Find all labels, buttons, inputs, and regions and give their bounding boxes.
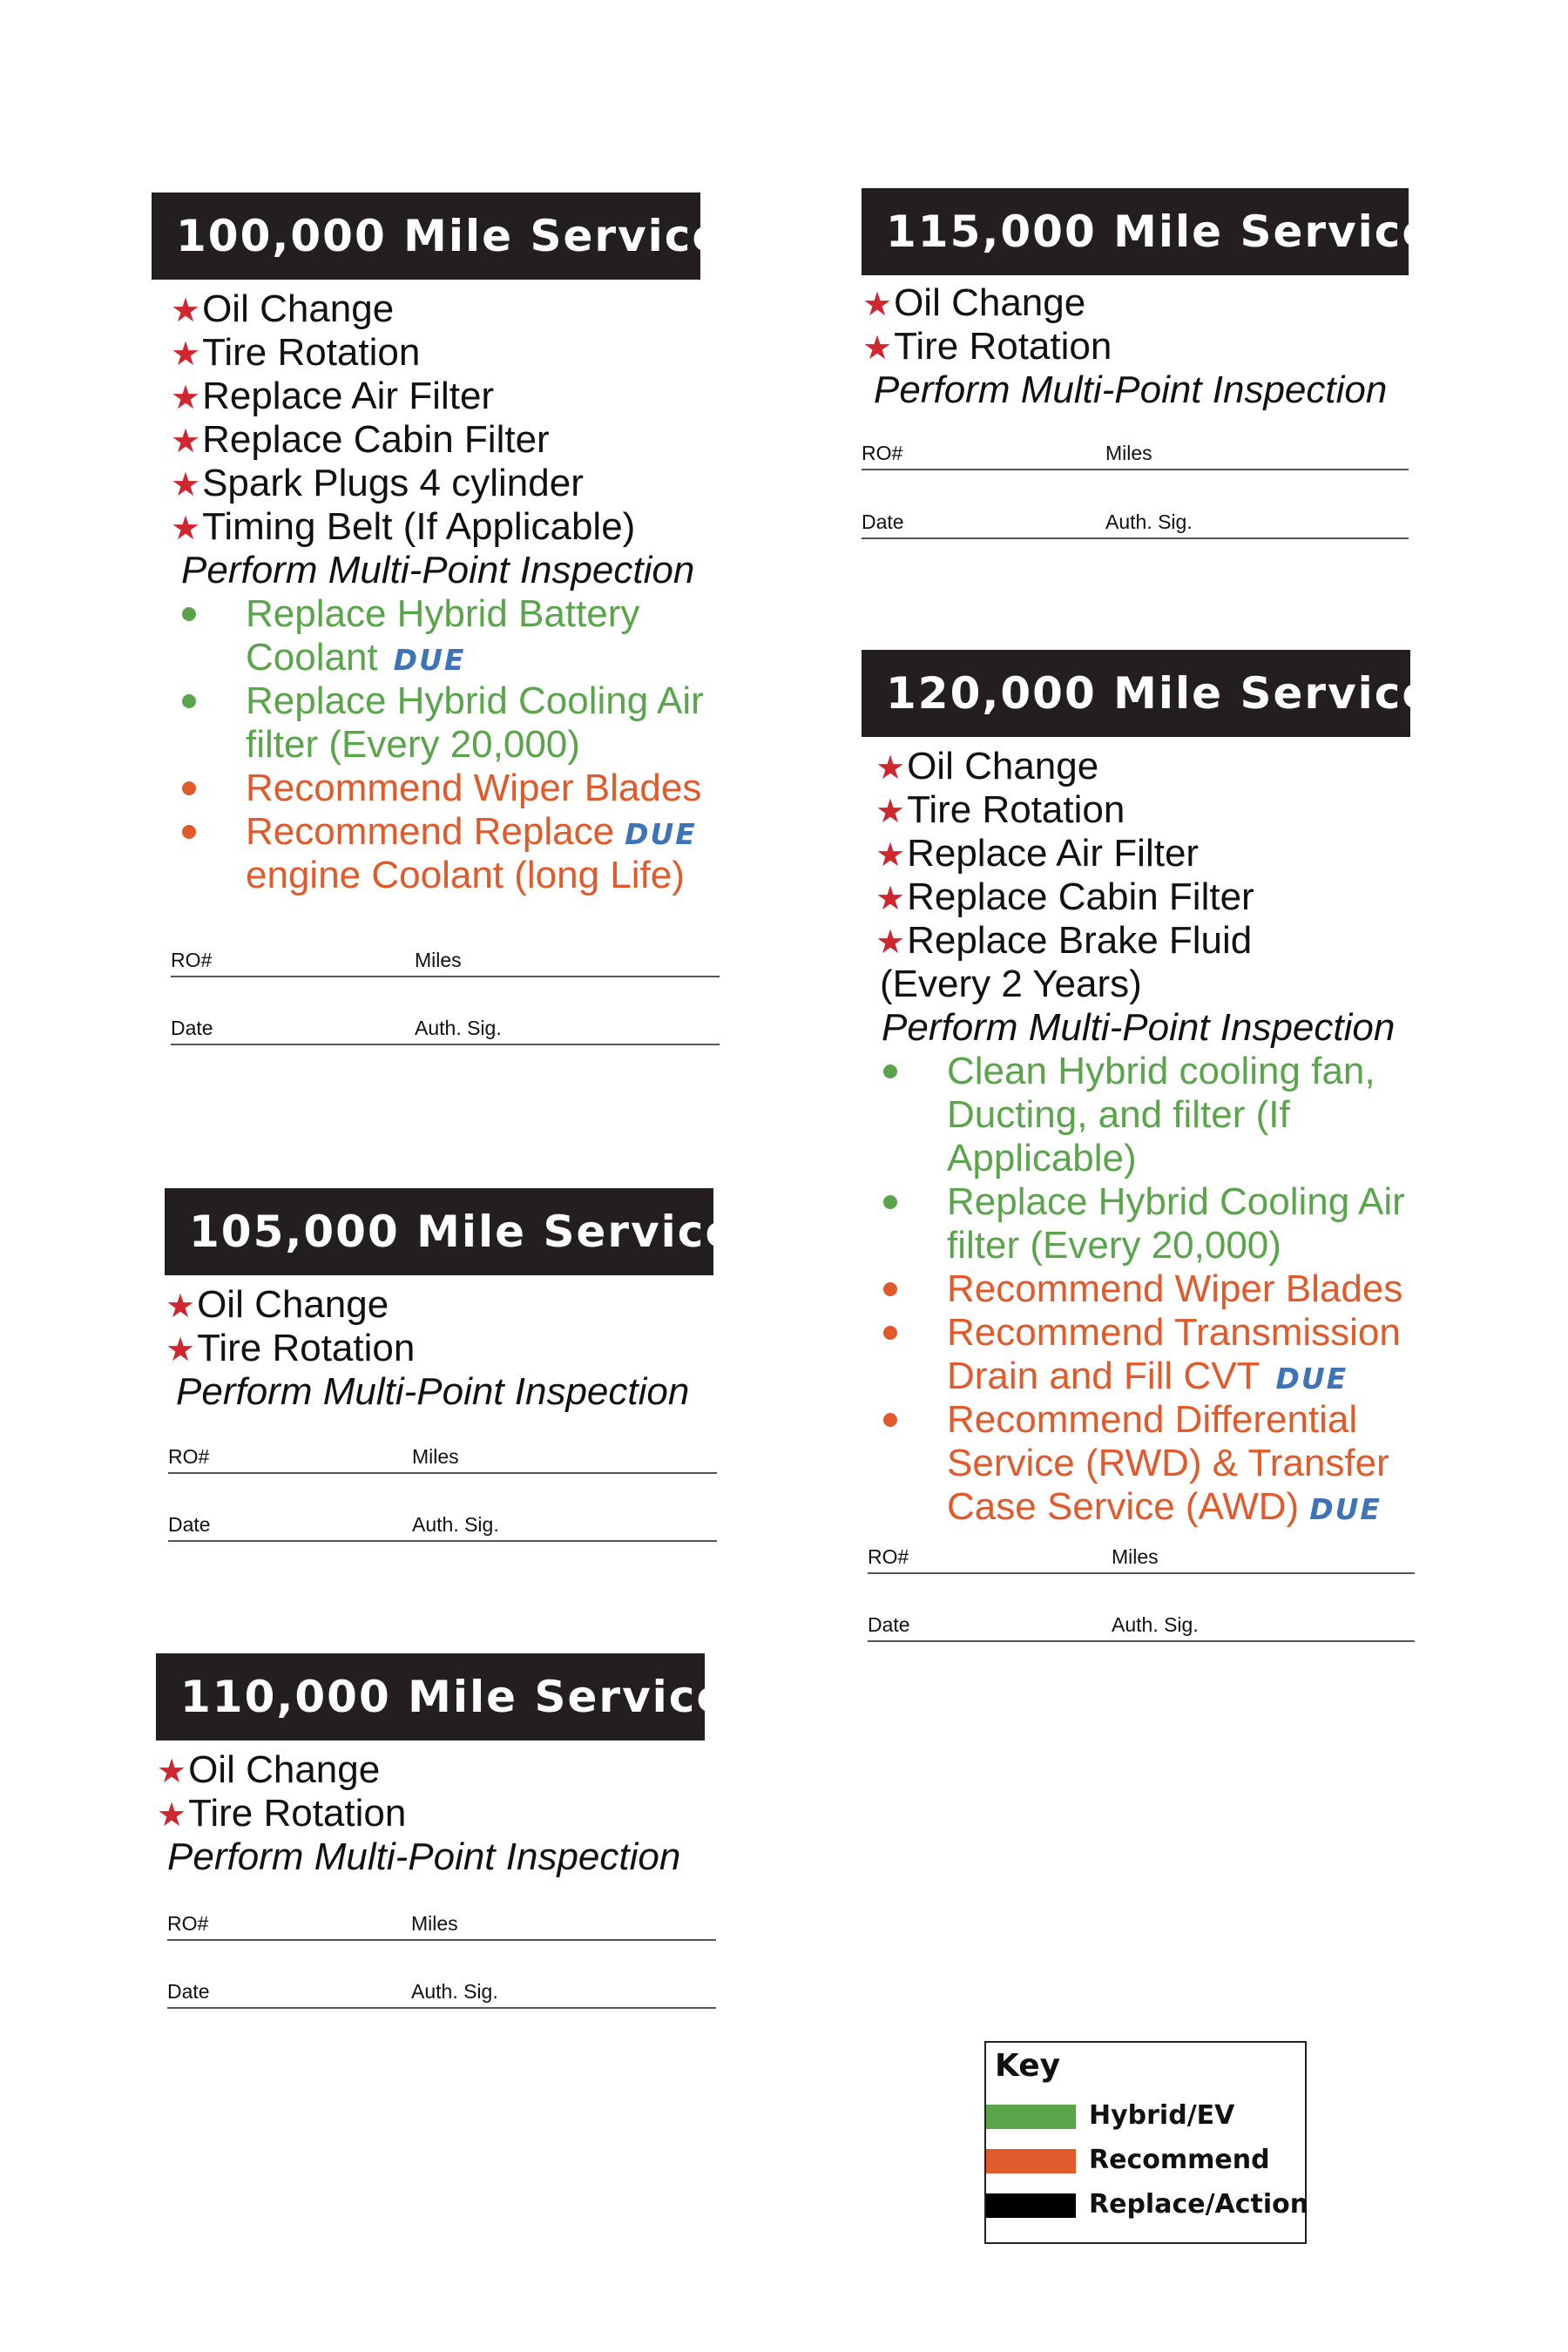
date-label: Date [168,1513,211,1536]
ro-miles-row [167,1913,716,1941]
recommend-item-line: Recommend Transmission [947,1311,1401,1354]
hybrid-item-line: Applicable) [947,1137,1137,1179]
star-icon: ★ [166,1288,196,1325]
miles-label: Miles [415,949,462,971]
bullet-icon [883,1413,897,1427]
ro-label: RO# [167,1912,209,1935]
inspection-note: Perform Multi-Point Inspection [181,549,695,591]
star-icon: ★ [157,1797,187,1834]
bullet-icon [883,1282,897,1296]
star-item: ★Replace Air Filter [171,375,495,417]
recommend-item-line: Recommend Replace DUE [246,810,697,853]
bullet-icon [883,1064,897,1078]
ro-label: RO# [868,1545,909,1568]
star-icon: ★ [862,330,893,367]
star-icon: ★ [171,467,201,504]
bullet-icon [182,607,196,621]
date-label: Date [171,1017,213,1039]
key-title: Key [995,2048,1061,2084]
star-icon: ★ [862,287,893,323]
miles-label: Miles [1112,1545,1159,1568]
due-badge: DUE [1309,1492,1382,1526]
star-icon: ★ [171,336,201,373]
date-sig-row [171,1017,720,1045]
star-icon: ★ [171,380,201,416]
star-icon: ★ [171,293,201,329]
hybrid-item-line: filter (Every 20,000) [947,1224,1281,1267]
star-item: ★Spark Plugs 4 cylinder [171,462,584,504]
ro-miles-row [862,443,1409,470]
inspection-note: Perform Multi-Point Inspection [882,1006,1396,1049]
card-title: 110,000 Mile Service [156,1653,705,1740]
star-icon: ★ [875,924,906,961]
due-badge: DUE [625,817,697,851]
action-swatch [986,2193,1076,2218]
miles-label: Miles [411,1912,458,1935]
auth-sig-label: Auth. Sig. [1105,510,1193,533]
star-item: ★Timing Belt (If Applicable) [171,505,636,548]
star-item: ★Oil Change [171,287,395,330]
ro-miles-row [868,1546,1415,1574]
ro-label: RO# [168,1445,210,1468]
date-sig-row [868,1614,1415,1642]
inspection-note: Perform Multi-Point Inspection [176,1370,690,1413]
date-sig-row [167,1981,716,2009]
star-item-note: (Every 2 Years) [880,963,1142,1005]
date-sig-row [862,511,1409,539]
recommend-key-label: Recommend [1089,2145,1270,2175]
star-item: ★Replace Brake Fluid [875,919,1253,962]
date-label: Date [868,1613,910,1636]
ro-label: RO# [862,442,903,464]
card-title: 100,000 Mile Service [152,193,700,280]
due-badge: DUE [393,643,466,677]
action-key-label: Replace/Action [1089,2189,1309,2220]
star-item: ★Oil Change [875,745,1099,787]
ro-miles-row [171,950,720,977]
hybrid-item-line: Ducting, and filter (If [947,1093,1290,1136]
ro-miles-row [168,1446,717,1474]
star-item: ★Tire Rotation [166,1327,416,1369]
hybrid-item-line: Replace Hybrid Battery [246,592,640,635]
hybrid-swatch [986,2105,1076,2129]
card-title: 105,000 Mile Service [165,1188,713,1275]
auth-sig-label: Auth. Sig. [411,1980,498,2003]
recommend-item-line: Recommend Wiper Blades [947,1267,1403,1310]
bullet-icon [883,1326,897,1340]
miles-label: Miles [412,1445,459,1468]
hybrid-item-line: filter (Every 20,000) [246,723,580,766]
inspection-note: Perform Multi-Point Inspection [167,1835,681,1878]
recommend-swatch [986,2149,1076,2173]
star-item: ★Replace Air Filter [875,832,1200,875]
due-badge: DUE [1275,1362,1348,1396]
star-item: ★Oil Change [862,281,1086,324]
recommend-item-line: Case Service (AWD) DUE [947,1485,1382,1528]
bullet-icon [182,781,196,795]
star-item: ★Oil Change [157,1748,381,1791]
inspection-note: Perform Multi-Point Inspection [874,368,1388,411]
date-label: Date [862,510,904,533]
hybrid-item-line: Coolant DUE [246,636,466,679]
hybrid-item-line: Replace Hybrid Cooling Air [947,1180,1405,1223]
hybrid-item-line: Clean Hybrid cooling fan, [947,1050,1375,1092]
recommend-item-line: engine Coolant (long Life) [246,854,685,896]
star-item: ★Tire Rotation [862,325,1112,368]
star-item: ★Tire Rotation [875,788,1125,831]
hybrid-key-label: Hybrid/EV [1089,2100,1235,2131]
bullet-icon [883,1195,897,1209]
star-item: ★Replace Cabin Filter [875,875,1254,918]
recommend-item-line: Drain and Fill CVT DUE [947,1355,1348,1397]
star-item: ★Replace Cabin Filter [171,418,550,461]
bullet-icon [182,825,196,839]
hybrid-item-line: Replace Hybrid Cooling Air [246,679,704,722]
auth-sig-label: Auth. Sig. [1112,1613,1199,1636]
auth-sig-label: Auth. Sig. [415,1017,502,1039]
star-icon: ★ [875,881,906,917]
recommend-item-line: Recommend Wiper Blades [246,767,702,809]
date-label: Date [167,1980,210,2003]
color-key-legend [984,2041,1307,2244]
recommend-item-line: Recommend Differential [947,1398,1358,1441]
star-icon: ★ [875,837,906,874]
star-icon: ★ [171,510,201,547]
star-icon: ★ [875,794,906,830]
card-title: 115,000 Mile Service [862,188,1409,275]
star-item: ★Tire Rotation [171,331,421,374]
card-title: 120,000 Mile Service [862,650,1410,737]
recommend-item-line: Service (RWD) & Transfer [947,1442,1389,1484]
star-icon: ★ [157,1754,187,1790]
star-item: ★Tire Rotation [157,1792,407,1835]
star-icon: ★ [171,423,201,460]
star-icon: ★ [166,1332,196,1369]
date-sig-row [168,1514,717,1542]
star-item: ★Oil Change [166,1283,389,1326]
auth-sig-label: Auth. Sig. [412,1513,499,1536]
star-icon: ★ [875,750,906,787]
ro-label: RO# [171,949,213,971]
bullet-icon [182,694,196,708]
miles-label: Miles [1105,442,1152,464]
